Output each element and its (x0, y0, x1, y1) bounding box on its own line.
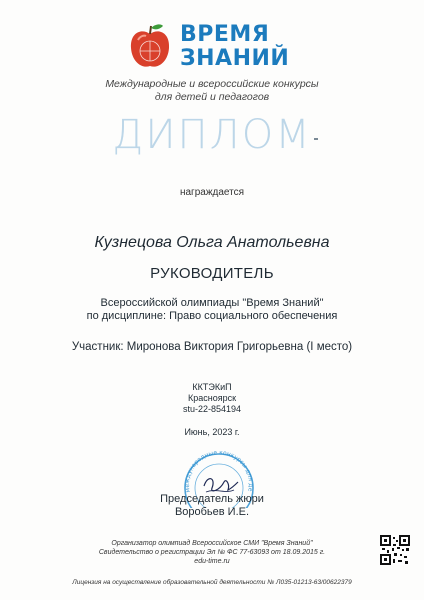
olympiad-line1: Всероссийской олимпиады "Время Знаний" (100, 297, 324, 309)
footer-website: edu-time.ru (194, 558, 230, 565)
organization-code: stu-22-854194 (182, 404, 242, 414)
subtitle-line2: для детей и педагогов (154, 91, 270, 103)
footer (0, 539, 424, 566)
organization-info (0, 382, 424, 415)
subtitle (0, 78, 424, 104)
chairman-name: Воробьев И.Е. (174, 506, 250, 518)
footer-line1: Организатор олимпиад Всероссийское СМИ "Время Знаний" (111, 540, 313, 547)
logo (128, 22, 296, 74)
organization-city: Красноярск (187, 393, 237, 403)
issue-date: Июнь, 2023 г. (184, 427, 240, 437)
olympiad-info (0, 297, 424, 323)
chairman-title: Председатель жюри (160, 493, 264, 505)
qr-code-icon (380, 535, 410, 565)
svg-text:международные конкурсы для дет (176, 448, 254, 493)
signature-stroke (204, 479, 238, 491)
brand-name-line1: ВРЕМЯ (180, 22, 270, 47)
ink-mark (314, 138, 318, 140)
organization-name: ККТЭКиП (192, 382, 232, 392)
diploma-title: ДИПЛОМ (112, 112, 312, 158)
participant-line: Участник: Миронова Виктория Григорьевна (I место) (71, 341, 353, 353)
apple-icon (128, 22, 172, 70)
brand-name-line2: ЗНАНИЙ (180, 46, 290, 71)
subtitle-line1: Международные и всероссийские конкурсы (105, 78, 319, 90)
recipient-name: Кузнецова Ольга Анатольевна (94, 234, 330, 251)
olympiad-line2: по дисциплине: Право социального обеспечения (86, 310, 338, 322)
stamp-ring-text: международные конкурсы для де (183, 449, 255, 493)
footer-line2: Свидетельство о регистрации Эл № ФС 77-63093 от 18.09.2015 г. (98, 549, 326, 556)
awarded-label: награждается (179, 187, 245, 198)
chairman-block (0, 493, 424, 519)
recipient-role: РУКОВОДИТЕЛЬ (150, 265, 274, 282)
license-line: Лицензия на осуществление образовательной деятельности № Л035-01213-63/00622379 (72, 579, 352, 586)
